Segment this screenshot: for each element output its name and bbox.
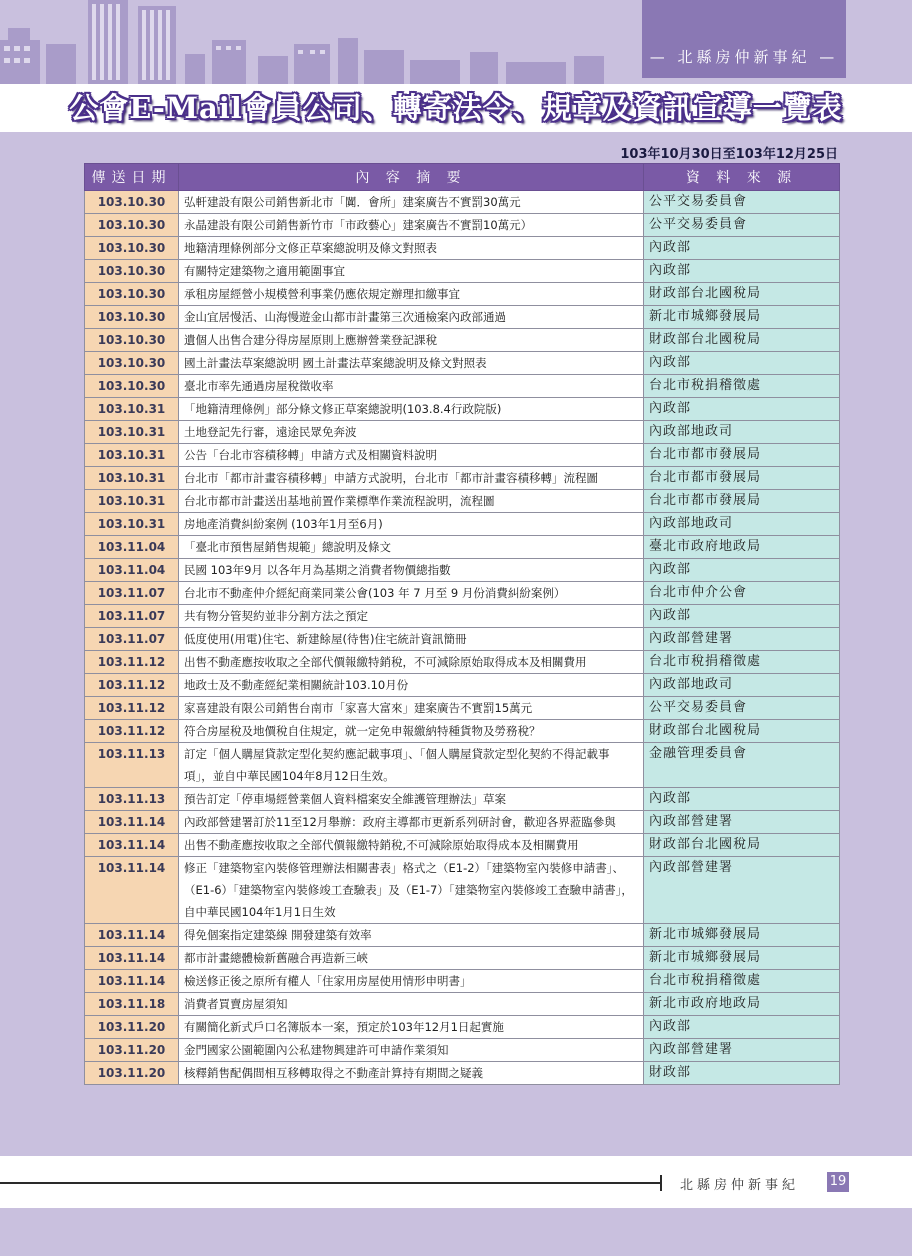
source-cell: 台北市都市發展局 xyxy=(644,467,840,490)
source-cell: 內政部營建署 xyxy=(644,1039,840,1062)
summary-cell: 檢送修正後之原所有權人「住家用房屋使用情形申明書」 xyxy=(179,970,644,993)
table-row xyxy=(85,329,840,352)
summary-cell: 符合房屋稅及地價稅自住規定，就一定免申報繳納特種貨物及勞務稅？ xyxy=(179,720,644,743)
summary-cell: 「臺北市預售屋銷售規範」總說明及條文 xyxy=(179,536,644,559)
date-cell: 103.11.13 xyxy=(85,743,179,788)
source-cell: 內政部 xyxy=(644,1016,840,1039)
source-cell: 金融管理委員會 xyxy=(644,743,840,788)
summary-cell: 台北市「都市計畫容積移轉」申請方式說明，台北市「都市計畫容積移轉」流程圖 xyxy=(179,467,644,490)
summary-cell: 遺個人出售合建分得房屋原則上應辦營業登記課稅 xyxy=(179,329,644,352)
table-row xyxy=(85,605,840,628)
source-cell: 內政部 xyxy=(644,788,840,811)
date-cell: 103.10.30 xyxy=(85,375,179,398)
source-cell: 內政部營建署 xyxy=(644,857,840,924)
summary-cell: 共有物分管契約並非分割方法之預定 xyxy=(179,605,644,628)
source-cell: 財政部台北國稅局 xyxy=(644,720,840,743)
date-cell: 103.10.31 xyxy=(85,444,179,467)
date-cell: 103.10.31 xyxy=(85,467,179,490)
date-cell: 103.11.07 xyxy=(85,628,179,651)
table-row xyxy=(85,834,840,857)
table-row xyxy=(85,720,840,743)
table-row xyxy=(85,536,840,559)
table-row xyxy=(85,811,840,834)
table-row xyxy=(85,237,840,260)
date-cell: 103.10.30 xyxy=(85,260,179,283)
table-row xyxy=(85,788,840,811)
footer-rule xyxy=(0,1182,660,1184)
summary-cell: 訂定「個人購屋貸款定型化契約應記載事項」、「個人購屋貸款定型化契約不得記載事項」，並自中華民國104年8月12日生效。 xyxy=(179,743,644,788)
table-row xyxy=(85,352,840,375)
date-cell: 103.11.14 xyxy=(85,947,179,970)
summary-cell: 弘軒建設有限公司銷售新北市「闐．會所」建案廣告不實罰30萬元 xyxy=(179,191,644,214)
table-row xyxy=(85,857,840,924)
date-cell: 103.11.14 xyxy=(85,857,179,924)
table-row xyxy=(85,993,840,1016)
table-row xyxy=(85,1062,840,1085)
date-cell: 103.11.07 xyxy=(85,605,179,628)
source-cell: 臺北市政府地政局 xyxy=(644,536,840,559)
table-row xyxy=(85,628,840,651)
summary-cell: 地政士及不動產經紀業相關統計103.10月份 xyxy=(179,674,644,697)
source-cell: 台北市仲介公會 xyxy=(644,582,840,605)
summary-cell: 出售不動產應按收取之全部代價報繳特銷稅，不可減除原始取得成本及相關費用 xyxy=(179,651,644,674)
table-row xyxy=(85,260,840,283)
date-cell: 103.11.14 xyxy=(85,924,179,947)
table-row xyxy=(85,674,840,697)
table-row xyxy=(85,559,840,582)
source-cell: 台北市都市發展局 xyxy=(644,444,840,467)
summary-cell: 預告訂定「停車場經營業個人資料檔案安全維護管理辦法」草案 xyxy=(179,788,644,811)
source-cell: 新北市政府地政局 xyxy=(644,993,840,1016)
summary-cell: 有關簡化新式戶口名簿版本一案，預定於103年12月1日起實施 xyxy=(179,1016,644,1039)
source-cell: 公平交易委員會 xyxy=(644,191,840,214)
source-cell: 台北市稅捐稽徵處 xyxy=(644,970,840,993)
date-cell: 103.11.12 xyxy=(85,651,179,674)
summary-cell: 內政部營建署訂於11至12月舉辦：政府主導都市更新系列研討會，歡迎各界蒞臨參與 xyxy=(179,811,644,834)
table-row xyxy=(85,1039,840,1062)
source-cell: 台北市都市發展局 xyxy=(644,490,840,513)
summary-cell: 「地籍清理條例」部分條文修正草案總說明(103.8.4行政院版) xyxy=(179,398,644,421)
source-cell: 內政部 xyxy=(644,237,840,260)
table-row xyxy=(85,375,840,398)
summary-cell: 土地登記先行審，遠途民眾免奔波 xyxy=(179,421,644,444)
table-row xyxy=(85,513,840,536)
source-cell: 財政部 xyxy=(644,1062,840,1085)
table-row xyxy=(85,1016,840,1039)
city-skyline-illustration xyxy=(0,0,640,84)
summary-cell: 金山宜居慢活、山海慢遊金山都市計畫第三次通檢案內政部通過 xyxy=(179,306,644,329)
summary-cell: 臺北市率先通過房屋稅徵收率 xyxy=(179,375,644,398)
table-row xyxy=(85,398,840,421)
table-header-row xyxy=(85,164,840,191)
source-cell: 內政部地政司 xyxy=(644,513,840,536)
table-row xyxy=(85,924,840,947)
source-cell: 新北市城鄉發展局 xyxy=(644,306,840,329)
page-number: 19 xyxy=(827,1172,849,1192)
date-cell: 103.10.31 xyxy=(85,421,179,444)
date-cell: 103.10.30 xyxy=(85,352,179,375)
column-header-source: 資 料 來 源 xyxy=(644,164,840,191)
summary-cell: 台北市不動產仲介經紀商業同業公會(103 年 7 月至 9 月份消費糾紛案例） xyxy=(179,582,644,605)
summary-cell: 公告「台北市容積移轉」申請方式及相關資料說明 xyxy=(179,444,644,467)
footer-magazine-name: 北縣房仲新事紀 xyxy=(680,1178,800,1193)
table-row xyxy=(85,444,840,467)
source-cell: 新北市城鄉發展局 xyxy=(644,947,840,970)
date-cell: 103.11.04 xyxy=(85,536,179,559)
footer-rule-tick xyxy=(660,1175,662,1191)
date-cell: 103.10.30 xyxy=(85,237,179,260)
date-cell: 103.11.14 xyxy=(85,834,179,857)
source-cell: 內政部地政司 xyxy=(644,674,840,697)
date-cell: 103.11.18 xyxy=(85,993,179,1016)
date-cell: 103.10.30 xyxy=(85,283,179,306)
table-body xyxy=(85,191,840,1085)
date-cell: 103.11.12 xyxy=(85,674,179,697)
summary-cell: 低度使用(用電)住宅、新建餘屋(待售)住宅統計資訊簡冊 xyxy=(179,628,644,651)
date-cell: 103.10.30 xyxy=(85,191,179,214)
date-cell: 103.11.20 xyxy=(85,1016,179,1039)
table-row xyxy=(85,947,840,970)
summary-cell: 地籍清理條例部分文修正草案總說明及條文對照表 xyxy=(179,237,644,260)
summary-cell: 金門國家公園範圍內公私建物興建許可申請作業須知 xyxy=(179,1039,644,1062)
table-row xyxy=(85,467,840,490)
date-cell: 103.10.30 xyxy=(85,329,179,352)
date-cell: 103.11.12 xyxy=(85,697,179,720)
source-cell: 內政部地政司 xyxy=(644,421,840,444)
summary-cell: 都市計畫總體檢新舊融合再造新三峽 xyxy=(179,947,644,970)
page-title: 公會E-Mail會員公司、轉寄法令、規章及資訊宣導一覽表 xyxy=(69,91,843,125)
table-row xyxy=(85,582,840,605)
summary-cell: 房地產消費糾紛案例 (103年1月至6月) xyxy=(179,513,644,536)
date-cell: 103.10.30 xyxy=(85,306,179,329)
date-cell: 103.11.07 xyxy=(85,582,179,605)
magazine-title: — 北縣房仲新事紀 — xyxy=(649,48,839,66)
date-cell: 103.11.12 xyxy=(85,720,179,743)
source-cell: 台北市稅捐稽徵處 xyxy=(644,651,840,674)
summary-cell: 承租房屋經營小規模營利事業仍應依規定辦理扣繳事宜 xyxy=(179,283,644,306)
source-cell: 公平交易委員會 xyxy=(644,214,840,237)
summary-cell: 修正「建築物室內裝修管理辦法相關書表」格式之（E1-2）「建築物室內裝修申請書」、（E1-6）「建築物室內裝修竣工查驗表」及（E1-7）「建築物室內裝修竣工查驗申請書」，自中華民國104年1月1日生效 xyxy=(179,857,644,924)
summary-cell: 永晶建設有限公司銷售新竹市「市政藝心」建案廣告不實罰10萬元） xyxy=(179,214,644,237)
source-cell: 公平交易委員會 xyxy=(644,697,840,720)
source-cell: 內政部 xyxy=(644,260,840,283)
date-cell: 103.10.31 xyxy=(85,513,179,536)
date-cell: 103.11.13 xyxy=(85,788,179,811)
summary-cell: 民國 103年9月 以各年月為基期之消費者物價總指數 xyxy=(179,559,644,582)
source-cell: 內政部 xyxy=(644,605,840,628)
source-cell: 內政部營建署 xyxy=(644,628,840,651)
table-row xyxy=(85,283,840,306)
source-cell: 新北市城鄉發展局 xyxy=(644,924,840,947)
summary-cell: 出售不動產應按收取之全部代價報繳特銷稅,不可減除原始取得成本及相關費用 xyxy=(179,834,644,857)
date-cell: 103.11.20 xyxy=(85,1039,179,1062)
source-cell: 內政部 xyxy=(644,352,840,375)
date-cell: 103.10.31 xyxy=(85,490,179,513)
table-row xyxy=(85,191,840,214)
source-cell: 內政部 xyxy=(644,398,840,421)
header-band xyxy=(0,0,912,132)
table-row xyxy=(85,306,840,329)
table-row xyxy=(85,970,840,993)
summary-cell: 核釋銷售配偶間相互移轉取得之不動產計算持有期間之疑義 xyxy=(179,1062,644,1085)
table-row xyxy=(85,651,840,674)
summary-cell: 得免個案指定建築線 開發建築有效率 xyxy=(179,924,644,947)
source-cell: 財政部台北國稅局 xyxy=(644,834,840,857)
summary-cell: 台北市都市計畫送出基地前置作業標準作業流程說明，流程圖 xyxy=(179,490,644,513)
date-cell: 103.11.20 xyxy=(85,1062,179,1085)
date-cell: 103.10.30 xyxy=(85,214,179,237)
bulletin-table xyxy=(84,163,840,1085)
summary-cell: 家喜建設有限公司銷售台南市「家喜大富來」建案廣告不實罰15萬元 xyxy=(179,697,644,720)
source-cell: 內政部 xyxy=(644,559,840,582)
summary-cell: 國土計畫法草案總說明 國土計畫法草案總說明及條文對照表 xyxy=(179,352,644,375)
date-cell: 103.11.14 xyxy=(85,970,179,993)
table-row xyxy=(85,743,840,788)
table-row xyxy=(85,697,840,720)
column-header-date: 傳送日期 xyxy=(85,164,179,191)
source-cell: 財政部台北國稅局 xyxy=(644,283,840,306)
source-cell: 財政部台北國稅局 xyxy=(644,329,840,352)
table-row xyxy=(85,421,840,444)
column-header-summary: 內 容 摘 要 xyxy=(179,164,644,191)
source-cell: 台北市稅捐稽徵處 xyxy=(644,375,840,398)
source-cell: 內政部營建署 xyxy=(644,811,840,834)
date-range: 103年10月30日至103年12月25日 xyxy=(620,147,838,162)
date-cell: 103.10.31 xyxy=(85,398,179,421)
table-row xyxy=(85,214,840,237)
summary-cell: 有關特定建築物之適用範圍事宜 xyxy=(179,260,644,283)
date-cell: 103.11.04 xyxy=(85,559,179,582)
date-cell: 103.11.14 xyxy=(85,811,179,834)
summary-cell: 消費者買賣房屋須知 xyxy=(179,993,644,1016)
table-row xyxy=(85,490,840,513)
